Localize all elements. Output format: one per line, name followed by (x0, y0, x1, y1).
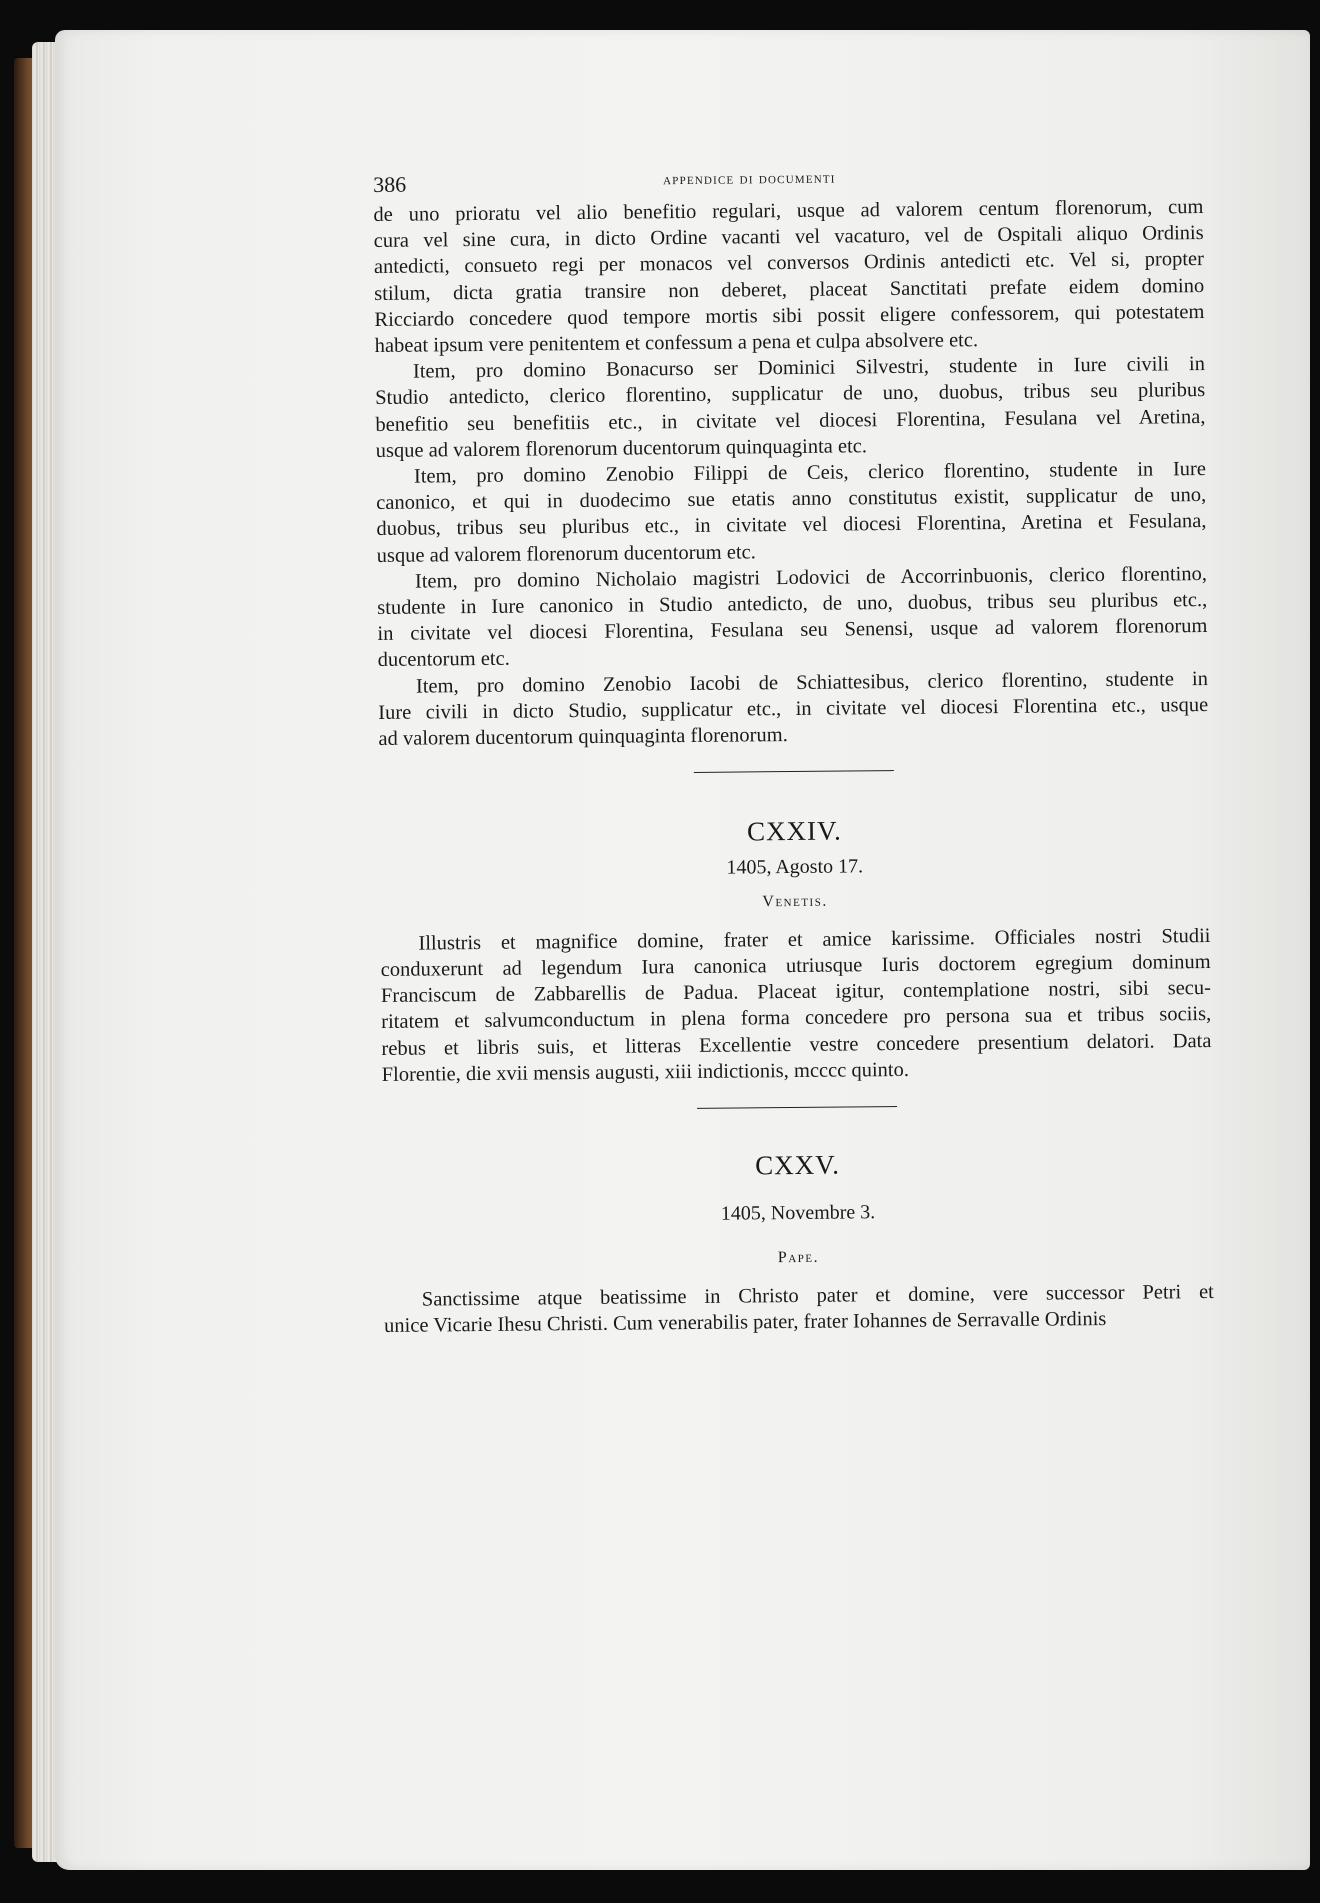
text-line: Franciscum de Zabbarellis de Padua. Placeat igitur, contemplatione nostri, sibi secu- (380, 977, 1212, 1008)
text-line: duobus, tribus seu pluribus etc., in civitate vel diocesi Florentina, Aretina et Fesulana, (376, 510, 1207, 541)
text-line: Item, pro domino Nicholaio magistri Lodovici de Accorrinbuonis, clerico florentino, (414, 562, 1208, 593)
text-line: antedicti, consueto regi per monacos vel conversos Ordinis antedicti etc. Vel si, propter (373, 248, 1205, 279)
text-line: in civitate vel diocesi Florentina, Fesulana seu Senensi, usque ad valorem florenorum (377, 615, 1208, 646)
document-body (384, 1279, 1214, 1339)
paragraph (373, 194, 1204, 359)
text-block (373, 160, 1214, 1339)
text-line: Item, pro domino Bonacurso ser Dominici Silvestri, studente in Iure civili in (412, 353, 1206, 383)
text-line: Sanctissime atque beatissime in Christo pater et domine, vere successor Petri et (421, 1280, 1214, 1311)
text-line: habeat ipsum vere penitentem et confessum a pena et culpa absolvere etc. (374, 329, 979, 358)
paragraph (376, 456, 1207, 569)
document-recipient: Venetis. (762, 892, 828, 910)
running-title: appendice di documenti (663, 169, 836, 189)
document-date: 1405, Agosto 17. (726, 855, 864, 880)
text-line: Ricciardo concedere quod tempore mortis sibi possit eligere confessorem, qui potestatem (374, 300, 1205, 331)
document-recipient: Pape. (777, 1248, 820, 1266)
text-line: Illustris et magnifice domine, frater et amice karissime. Officiales nostri Studii (418, 924, 1211, 955)
paragraph (378, 666, 1209, 753)
text-line: benefitio seu benefitiis etc., in civitate vel diocesi Florentina, Fesulana vel Aretina, (375, 405, 1206, 436)
document-number: CXXIV. (746, 815, 842, 847)
text-line: Item, pro domino Zenobio Iacobi de Schiattesibus, clerico florentino, studente in (415, 667, 1209, 698)
text-line: ritatem et salvumconductum in plena forma concedere pro persona sua et tribus sociis, (381, 1003, 1212, 1034)
text-line: Item, pro domino Zenobio Filippi de Ceis, clerico florentino, studente in Iure (413, 458, 1207, 488)
text-line: studente in Iure canonico in Studio antedicto, de uno, duobus, tribus seu pluribus etc., (377, 589, 1208, 620)
document-number: CXXV. (755, 1149, 841, 1181)
text-line: usque ad valorem florenorum ducentorum quinquaginta etc. (375, 435, 868, 462)
text-line: cura vel sine cura, in dicto Ordine vacanti vel vacaturo, vel de Ospitali aliquo Ordinis (373, 222, 1204, 253)
text-line: Studio antedicto, clerico florentino, supplicatur de uno, duobus, tribus seu pluribus (375, 379, 1206, 410)
text-line: de uno prioratu vel alio benefitio regulari, usque ad valorem centum florenorum, cum (373, 196, 1204, 226)
continued-text (373, 194, 1208, 752)
paragraph (375, 351, 1206, 464)
document-body (380, 923, 1211, 1088)
text-line: ducentorum etc. (377, 648, 510, 672)
document-date: 1405, Novembre 3. (720, 1201, 876, 1226)
text-line: stilum, dicta gratia transire non deberet, placeat Sanctitati prefate eidem domino (374, 274, 1205, 305)
text-line: canonico, et qui in duodecimo sue etatis anno constitutus existit, supplicatur de uno, (376, 484, 1207, 515)
paragraph (377, 561, 1208, 674)
paragraph (384, 1279, 1214, 1339)
paragraph (380, 923, 1211, 1088)
text-line: usque ad valorem florenorum ducentorum etc. (376, 540, 756, 567)
text-line: ad valorem ducentorum quinquaginta florenorum. (378, 724, 788, 751)
section-divider (694, 770, 894, 773)
text-line: Florentie, die xvii mensis augusti, xiii indictionis, mcccc quinto. (381, 1058, 910, 1086)
page-number: 386 (373, 171, 407, 197)
text-line: rebus et libris suis, et litteras Excellentie vestre concedere presentium delatori. Data (381, 1029, 1212, 1060)
text-line: conduxerunt ad legendum Iura canonica utriusque Iuris doctorem egregium dominum (380, 951, 1211, 982)
section-divider (697, 1106, 897, 1109)
text-line: Iure civili in dicto Studio, supplicatur etc., in civitate vel diocesi Florentina etc., usque (378, 693, 1209, 724)
text-line: unice Vicarie Ihesu Christi. Cum venerabilis pater, frater Iohannes de Serravalle Ordinis (384, 1307, 1107, 1337)
